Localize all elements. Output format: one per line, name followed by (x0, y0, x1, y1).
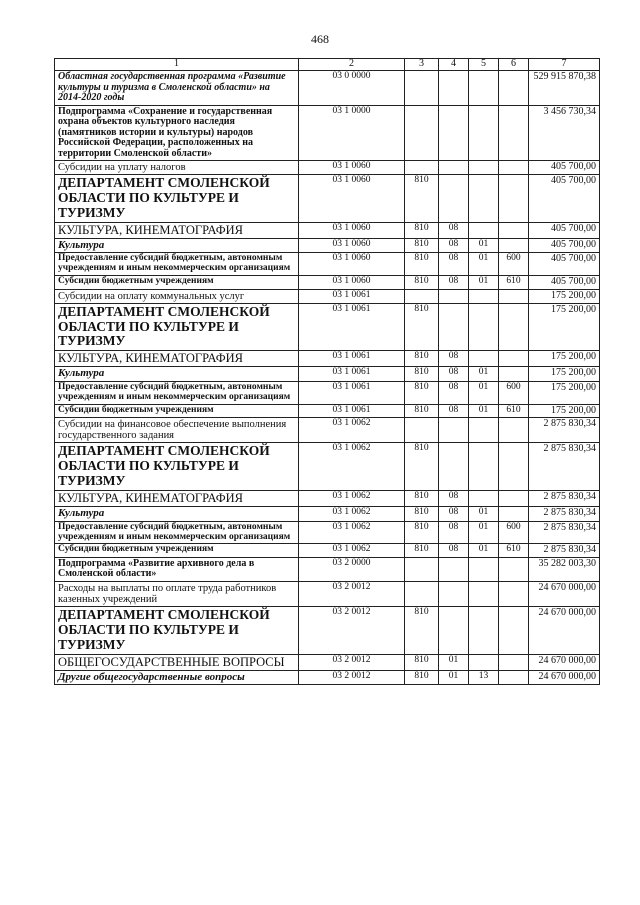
section-code-cell (439, 71, 469, 106)
amount-cell: 2 875 830,34 (529, 507, 600, 522)
target-article-code-cell: 03 1 0060 (299, 222, 405, 238)
table-row (55, 367, 600, 382)
target-article-code-cell: 03 1 0062 (299, 507, 405, 522)
amount-cell: 2 875 830,34 (529, 443, 600, 491)
row-name-cell: ДЕПАРТАМЕНТ СМОЛЕНСКОЙ ОБЛАСТИ ПО КУЛЬТУРЕ И ТУРИЗМУ (55, 303, 299, 351)
row-name-cell: Областная государственная программа «Развитие культуры и туризма в Смоленской области» на 2014-2020 годы (55, 71, 299, 106)
column-header: 6 (499, 59, 529, 71)
row-name-cell: Культура (55, 367, 299, 382)
target-article-code-cell: 03 1 0060 (299, 175, 405, 223)
target-article-code-cell: 03 2 0000 (299, 557, 405, 581)
amount-cell: 175 200,00 (529, 351, 600, 367)
section-code-cell (439, 443, 469, 491)
table-row (55, 544, 600, 558)
row-name-cell: КУЛЬТУРА, КИНЕМАТОГРАФИЯ (55, 351, 299, 367)
administrator-code-cell (405, 105, 439, 161)
table-row (55, 276, 600, 290)
row-name-cell: Субсидии бюджетным учреждениям (55, 276, 299, 290)
table-row (55, 238, 600, 253)
subsection-code-cell (469, 443, 499, 491)
target-article-code-cell: 03 1 0061 (299, 303, 405, 351)
row-name-cell: Субсидии бюджетным учреждениям (55, 404, 299, 418)
row-name-cell: ДЕПАРТАМЕНТ СМОЛЕНСКОЙ ОБЛАСТИ ПО КУЛЬТУРЕ И ТУРИЗМУ (55, 607, 299, 655)
section-code-cell (439, 105, 469, 161)
amount-cell: 175 200,00 (529, 381, 600, 404)
expense-type-code-cell: 600 (499, 253, 529, 276)
administrator-code-cell (405, 581, 439, 606)
column-header: 1 (55, 59, 299, 71)
table-row (55, 175, 600, 223)
amount-cell: 175 200,00 (529, 404, 600, 418)
expense-type-code-cell (499, 175, 529, 223)
amount-cell: 405 700,00 (529, 161, 600, 175)
administrator-code-cell: 810 (405, 222, 439, 238)
row-name-cell: ДЕПАРТАМЕНТ СМОЛЕНСКОЙ ОБЛАСТИ ПО КУЛЬТУРЕ И ТУРИЗМУ (55, 175, 299, 223)
table-row (55, 71, 600, 106)
administrator-code-cell: 810 (405, 381, 439, 404)
table-row (55, 161, 600, 175)
table-row (55, 670, 600, 685)
target-article-code-cell: 03 2 0012 (299, 654, 405, 670)
target-article-code-cell: 03 1 0000 (299, 105, 405, 161)
amount-cell: 2 875 830,34 (529, 490, 600, 506)
expense-type-code-cell (499, 367, 529, 382)
table-header-row (55, 59, 600, 71)
table-row (55, 521, 600, 544)
section-code-cell: 08 (439, 521, 469, 544)
section-code-cell (439, 557, 469, 581)
row-name-cell: Культура (55, 507, 299, 522)
section-code-cell (439, 303, 469, 351)
administrator-code-cell: 810 (405, 507, 439, 522)
administrator-code-cell: 810 (405, 238, 439, 253)
table-row (55, 654, 600, 670)
subsection-code-cell (469, 557, 499, 581)
administrator-code-cell: 810 (405, 367, 439, 382)
amount-cell: 35 282 003,30 (529, 557, 600, 581)
amount-cell: 175 200,00 (529, 367, 600, 382)
expense-type-code-cell (499, 418, 529, 443)
row-name-cell: Предоставление субсидий бюджетным, автономным учреждениям и иным некоммерческим организациям (55, 381, 299, 404)
page-number: 468 (311, 32, 329, 46)
amount-cell: 175 200,00 (529, 289, 600, 303)
amount-cell: 405 700,00 (529, 238, 600, 253)
subsection-code-cell (469, 581, 499, 606)
target-article-code-cell: 03 1 0062 (299, 490, 405, 506)
section-code-cell (439, 581, 469, 606)
row-name-cell: КУЛЬТУРА, КИНЕМАТОГРАФИЯ (55, 490, 299, 506)
target-article-code-cell: 03 1 0062 (299, 443, 405, 491)
target-article-code-cell: 03 2 0012 (299, 670, 405, 685)
target-article-code-cell: 03 1 0061 (299, 381, 405, 404)
subsection-code-cell: 01 (469, 238, 499, 253)
row-name-cell: КУЛЬТУРА, КИНЕМАТОГРАФИЯ (55, 222, 299, 238)
budget-table (54, 58, 600, 685)
expense-type-code-cell: 610 (499, 404, 529, 418)
column-header: 3 (405, 59, 439, 71)
expense-type-code-cell (499, 581, 529, 606)
table-row (55, 581, 600, 606)
target-article-code-cell: 03 1 0062 (299, 544, 405, 558)
target-article-code-cell: 03 1 0061 (299, 289, 405, 303)
target-article-code-cell: 03 1 0060 (299, 276, 405, 290)
section-code-cell: 08 (439, 544, 469, 558)
section-code-cell: 08 (439, 276, 469, 290)
section-code-cell: 08 (439, 351, 469, 367)
target-article-code-cell: 03 1 0060 (299, 161, 405, 175)
expense-type-code-cell (499, 161, 529, 175)
section-code-cell: 01 (439, 654, 469, 670)
administrator-code-cell: 810 (405, 443, 439, 491)
expense-type-code-cell (499, 654, 529, 670)
administrator-code-cell: 810 (405, 521, 439, 544)
administrator-code-cell: 810 (405, 544, 439, 558)
table-row (55, 490, 600, 506)
section-code-cell (439, 418, 469, 443)
amount-cell: 405 700,00 (529, 222, 600, 238)
expense-type-code-cell (499, 443, 529, 491)
section-code-cell (439, 161, 469, 175)
amount-cell: 2 875 830,34 (529, 418, 600, 443)
section-code-cell: 01 (439, 670, 469, 685)
table-row (55, 418, 600, 443)
amount-cell: 3 456 730,34 (529, 105, 600, 161)
administrator-code-cell (405, 71, 439, 106)
subsection-code-cell: 01 (469, 507, 499, 522)
row-name-cell: Расходы на выплаты по оплате труда работников казенных учреждений (55, 581, 299, 606)
row-name-cell: Субсидии на оплату коммунальных услуг (55, 289, 299, 303)
amount-cell: 24 670 000,00 (529, 581, 600, 606)
target-article-code-cell: 03 1 0061 (299, 351, 405, 367)
table-row (55, 404, 600, 418)
subsection-code-cell: 01 (469, 253, 499, 276)
amount-cell: 529 915 870,38 (529, 71, 600, 106)
administrator-code-cell (405, 161, 439, 175)
section-code-cell (439, 607, 469, 655)
section-code-cell: 08 (439, 381, 469, 404)
administrator-code-cell: 810 (405, 303, 439, 351)
target-article-code-cell: 03 0 0000 (299, 71, 405, 106)
subsection-code-cell: 01 (469, 276, 499, 290)
column-header: 2 (299, 59, 405, 71)
administrator-code-cell: 810 (405, 351, 439, 367)
target-article-code-cell: 03 2 0012 (299, 607, 405, 655)
administrator-code-cell (405, 289, 439, 303)
row-name-cell: Другие общегосударственные вопросы (55, 670, 299, 685)
row-name-cell: Подпрограмма «Развитие архивного дела в Смоленской области» (55, 557, 299, 581)
expense-type-code-cell (499, 490, 529, 506)
expense-type-code-cell (499, 557, 529, 581)
expense-type-code-cell (499, 351, 529, 367)
row-name-cell: Субсидии на уплату налогов (55, 161, 299, 175)
amount-cell: 405 700,00 (529, 276, 600, 290)
table-row (55, 557, 600, 581)
section-code-cell: 08 (439, 404, 469, 418)
administrator-code-cell (405, 418, 439, 443)
subsection-code-cell (469, 71, 499, 106)
subsection-code-cell: 01 (469, 404, 499, 418)
section-code-cell (439, 175, 469, 223)
subsection-code-cell (469, 222, 499, 238)
target-article-code-cell: 03 1 0061 (299, 367, 405, 382)
section-code-cell: 08 (439, 507, 469, 522)
section-code-cell: 08 (439, 238, 469, 253)
subsection-code-cell (469, 490, 499, 506)
administrator-code-cell (405, 557, 439, 581)
administrator-code-cell: 810 (405, 490, 439, 506)
expense-type-code-cell (499, 289, 529, 303)
expense-type-code-cell: 600 (499, 381, 529, 404)
subsection-code-cell: 01 (469, 367, 499, 382)
section-code-cell: 08 (439, 253, 469, 276)
amount-cell: 2 875 830,34 (529, 521, 600, 544)
amount-cell: 24 670 000,00 (529, 607, 600, 655)
section-code-cell (439, 289, 469, 303)
administrator-code-cell: 810 (405, 654, 439, 670)
row-name-cell: Субсидии на финансовое обеспечение выполнения государственного задания (55, 418, 299, 443)
subsection-code-cell (469, 289, 499, 303)
administrator-code-cell: 810 (405, 253, 439, 276)
column-header: 7 (529, 59, 600, 71)
subsection-code-cell: 01 (469, 544, 499, 558)
amount-cell: 24 670 000,00 (529, 670, 600, 685)
column-header: 4 (439, 59, 469, 71)
amount-cell: 2 875 830,34 (529, 544, 600, 558)
amount-cell: 24 670 000,00 (529, 654, 600, 670)
subsection-code-cell: 01 (469, 521, 499, 544)
table-row (55, 607, 600, 655)
table-row (55, 351, 600, 367)
row-name-cell: ОБЩЕГОСУДАРСТВЕННЫЕ ВОПРОСЫ (55, 654, 299, 670)
row-name-cell: Подпрограмма «Сохранение и государственная охрана объектов культурного наследия (памятников истории и культуры) народов Российской Федерации, расположенных на территории Смоленской области» (55, 105, 299, 161)
section-code-cell: 08 (439, 367, 469, 382)
target-article-code-cell: 03 1 0060 (299, 253, 405, 276)
subsection-code-cell: 01 (469, 381, 499, 404)
table-row (55, 253, 600, 276)
subsection-code-cell (469, 351, 499, 367)
target-article-code-cell: 03 1 0060 (299, 238, 405, 253)
table-row (55, 303, 600, 351)
column-header: 5 (469, 59, 499, 71)
expense-type-code-cell (499, 670, 529, 685)
administrator-code-cell: 810 (405, 607, 439, 655)
administrator-code-cell: 810 (405, 276, 439, 290)
row-name-cell: Предоставление субсидий бюджетным, автономным учреждениям и иным некоммерческим организациям (55, 253, 299, 276)
administrator-code-cell: 810 (405, 175, 439, 223)
expense-type-code-cell (499, 222, 529, 238)
expense-type-code-cell: 610 (499, 276, 529, 290)
amount-cell: 405 700,00 (529, 253, 600, 276)
expense-type-code-cell (499, 238, 529, 253)
administrator-code-cell: 810 (405, 670, 439, 685)
subsection-code-cell (469, 161, 499, 175)
subsection-code-cell (469, 303, 499, 351)
target-article-code-cell: 03 1 0062 (299, 418, 405, 443)
table-row (55, 507, 600, 522)
row-name-cell: Культура (55, 238, 299, 253)
expense-type-code-cell (499, 71, 529, 106)
expense-type-code-cell (499, 303, 529, 351)
expense-type-code-cell (499, 607, 529, 655)
table-row (55, 381, 600, 404)
subsection-code-cell (469, 654, 499, 670)
row-name-cell: Предоставление субсидий бюджетным, автономным учреждениям и иным некоммерческим организациям (55, 521, 299, 544)
amount-cell: 405 700,00 (529, 175, 600, 223)
administrator-code-cell: 810 (405, 404, 439, 418)
subsection-code-cell (469, 175, 499, 223)
subsection-code-cell (469, 418, 499, 443)
expense-type-code-cell (499, 507, 529, 522)
target-article-code-cell: 03 1 0062 (299, 521, 405, 544)
amount-cell: 175 200,00 (529, 303, 600, 351)
expense-type-code-cell: 600 (499, 521, 529, 544)
section-code-cell: 08 (439, 490, 469, 506)
expense-type-code-cell: 610 (499, 544, 529, 558)
subsection-code-cell: 13 (469, 670, 499, 685)
section-code-cell: 08 (439, 222, 469, 238)
subsection-code-cell (469, 607, 499, 655)
table-row (55, 105, 600, 161)
target-article-code-cell: 03 1 0061 (299, 404, 405, 418)
row-name-cell: Субсидии бюджетным учреждениям (55, 544, 299, 558)
subsection-code-cell (469, 105, 499, 161)
table-row (55, 289, 600, 303)
target-article-code-cell: 03 2 0012 (299, 581, 405, 606)
table-row (55, 222, 600, 238)
expense-type-code-cell (499, 105, 529, 161)
row-name-cell: ДЕПАРТАМЕНТ СМОЛЕНСКОЙ ОБЛАСТИ ПО КУЛЬТУРЕ И ТУРИЗМУ (55, 443, 299, 491)
table-row (55, 443, 600, 491)
